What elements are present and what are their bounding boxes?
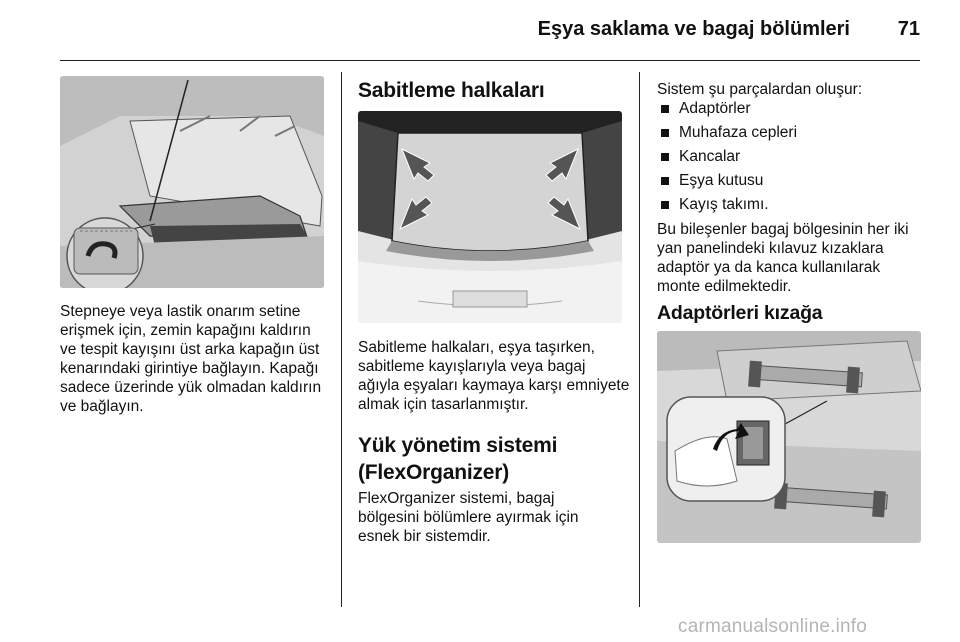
trunk-tie-down-rings-illustration [358,111,622,323]
components-mounting-text: Bu bileşenler bagaj bölgesinin her iki yan panelindeki kılavuz kızaklara adaptör ya da kanca kullanılarak monte edilmektedir. [657,221,909,295]
section-heading-flexorganizer: Yük yönetim sistemi (FlexOrganizer) [358,434,558,484]
bullet-square-icon [661,177,669,185]
system-parts-list [657,97,919,217]
header-divider [60,60,920,61]
list-item-label: Kancalar [679,148,741,165]
cover-instructions-text: Stepneye veya lastik onarım setine erişmek için, zemin kapağını kaldırın ve tespit kayışını üst arka kapağın üst kenarındaki girintiye bağlayın. Kapağı sadece üzerinde yük olmadan kaldırın ve bağlayın. [60,303,322,415]
list-item-label: Adaptörler [679,100,751,117]
flexorganizer-text: FlexOrganizer sistemi, bagaj bölgesini bölümlere ayırmak için esnek bir sistemdir. [358,490,579,545]
section-heading-tie-down-rings: Sabitleme halkaları [358,79,545,102]
list-item-label: Muhafaza cepleri [679,124,798,141]
column-divider-2 [639,72,640,607]
bullet-square-icon [661,153,669,161]
list-item [657,121,919,145]
bullet-square-icon [661,129,669,137]
trunk-floor-cover-illustration [60,76,324,288]
bullet-square-icon [661,201,669,209]
page-number: 71 [897,18,920,40]
list-item [657,193,919,217]
column-divider-1 [341,72,342,607]
tie-down-rings-text: Sabitleme halkaları, eşya taşırken, sabitleme kayışlarıyla veya bagaj ağıyla eşyaları kaymaya karşı emniyete almak için tasarlanmıştır. [358,339,630,413]
list-item [657,169,919,193]
page-header-title: Eşya saklama ve bagaj bölümleri [537,18,850,40]
section-heading-insert-adapters: Adaptörleri kızağa [657,302,823,324]
bullet-square-icon [661,105,669,113]
list-item [657,145,919,169]
adapter-rail-illustration [657,331,921,543]
list-item [657,97,919,121]
list-item-label: Eşya kutusu [679,172,764,189]
system-parts-intro: Sistem şu parçalardan oluşur: [657,81,863,98]
site-watermark: carmanualsonline.info [678,616,868,637]
list-item-label: Kayış takımı. [679,196,769,213]
